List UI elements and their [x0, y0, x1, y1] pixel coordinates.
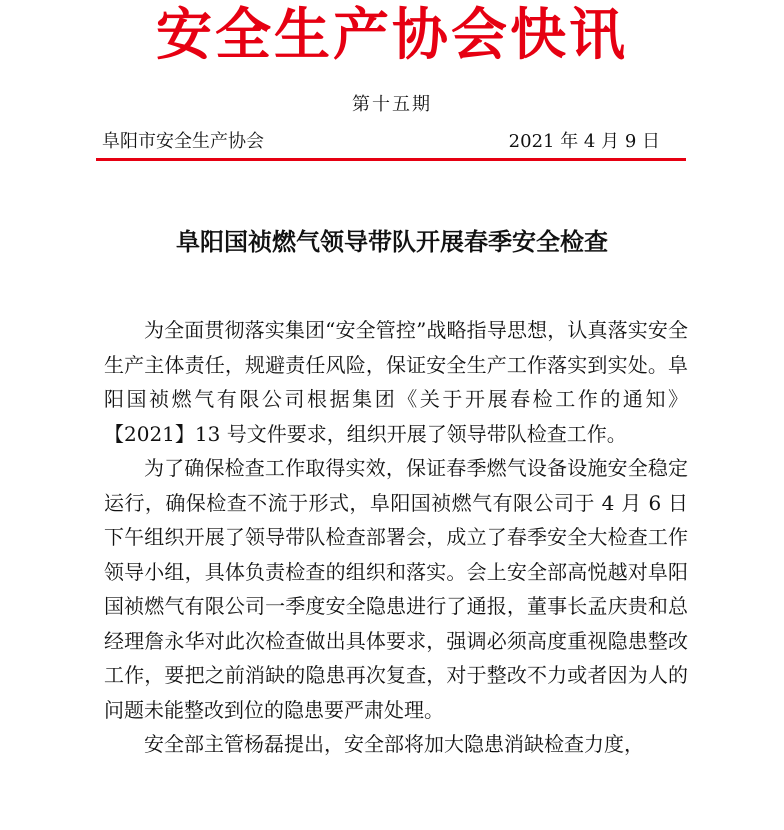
issuing-organization: 阜阳市安全生产协会: [102, 131, 264, 152]
issue-number: 第十五期: [352, 94, 432, 115]
paragraph: 为了确保检查工作取得实效，保证春季燃气设备设施安全稳定运行，确保检查不流于形式，阜阳国祯燃气有限公司于 4 月 6 日下午组织开展了领导带队检查部署会，成立了春季安全大检查工作领导小组，具体负责检查的组织和落实。会上安全部高悦越对阜阳国祯燃气有限公司一季度安全隐患进行了通报，董事长孟庆贵和总经理詹永华对此次检查做出具体要求，强调必须高度重视隐患整改工作，要把之前消缺的隐患再次复查，对于整改不力或者因为人的问题未能整改到位的隐患要严肃处理。: [104, 456, 688, 722]
newsletter-masthead: 安全生产协会快讯: [156, 3, 628, 68]
paragraph: 为全面贯彻落实集团“安全管控”战略指导思想，认真落实安全生产主体责任，规避责任风险，保证安全生产工作落实到实处。阜阳国祯燃气有限公司根据集团《关于开展春检工作的通知》【2021】13 号文件要求，组织开展了领导带队检查工作。: [104, 318, 688, 446]
paragraph: 安全部主管杨磊提出，安全部将加大隐患消缺检查力度，: [144, 732, 644, 756]
issue-date: 2021 年 4 月 9 日: [508, 131, 660, 152]
article-title: 阜阳国祯燃气领导带队开展春季安全检查: [176, 228, 608, 256]
article-body: [104, 313, 688, 762]
header-divider: [96, 158, 686, 161]
